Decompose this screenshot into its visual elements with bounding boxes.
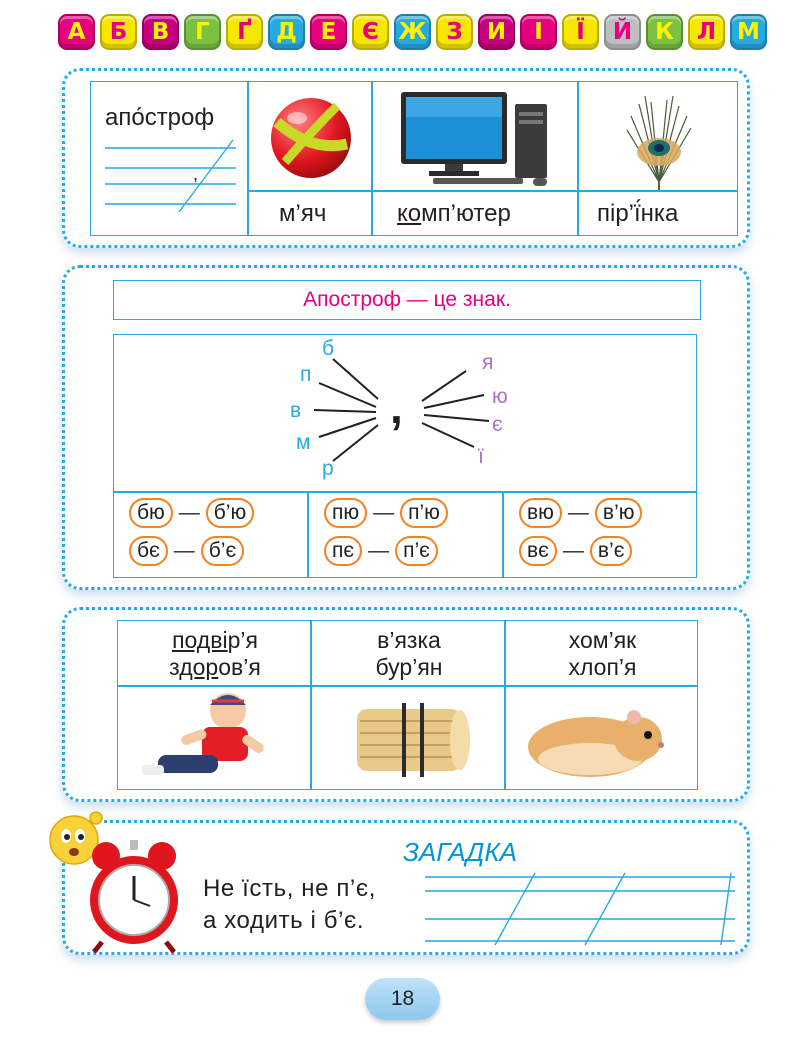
stressed-part: ко — [397, 200, 422, 227]
dash: — — [173, 539, 195, 562]
words-col-2 — [311, 620, 505, 686]
section-apostrophe-words — [62, 68, 750, 248]
bundle-image — [312, 687, 506, 791]
alphabet-letter: Ґ — [226, 14, 263, 50]
alphabet-letter: В — [142, 14, 179, 50]
riddle-title: ЗАГАДКА — [403, 837, 518, 867]
definition-box — [113, 280, 701, 320]
word-col3-2: хлоп’я — [568, 654, 637, 680]
right-letter-ye: є — [492, 413, 503, 436]
syllable-apostrophe: п’є — [395, 536, 438, 566]
syllable-apostrophe: в’ю — [595, 498, 643, 528]
left-letter-m: м — [296, 431, 311, 454]
dash: — — [562, 539, 584, 562]
syllable-plain: пє — [324, 536, 362, 566]
baby-picture-cell — [117, 686, 311, 790]
riddle-line-2: а ходить і б’є. — [203, 907, 365, 934]
left-letter-v: в — [290, 399, 302, 422]
alphabet-letter: М — [730, 14, 767, 50]
right-letter-yi: ї — [478, 445, 484, 468]
dash: — — [178, 501, 200, 524]
syllable-pair — [129, 498, 254, 528]
word-computer — [397, 200, 511, 228]
ball-picture-cell — [248, 81, 372, 191]
word-underline: дор — [179, 654, 219, 680]
definition-text: Апостроф — це знак. — [303, 288, 511, 311]
dash: — — [567, 501, 589, 524]
word-col2-1: в’язка — [377, 627, 441, 653]
syllable-plain: пю — [324, 498, 367, 528]
words-col-1 — [117, 620, 311, 686]
apostrophe-mark: , — [193, 164, 199, 184]
words-col-3 — [505, 620, 698, 686]
hamster-picture-cell — [505, 686, 698, 790]
syllable-plain: бє — [129, 536, 168, 566]
word-rest: ов’я — [218, 654, 261, 680]
left-letter-r: р — [322, 457, 334, 480]
feather-image — [579, 82, 739, 192]
center-apostrophe: , — [390, 381, 403, 433]
alphabet-letter: Л — [688, 14, 725, 50]
alphabet-letter: Є — [352, 14, 389, 50]
bundle-picture-cell — [311, 686, 505, 790]
word-computer-text — [397, 200, 511, 227]
alphabet-letter: К — [646, 14, 683, 50]
rays-diagram-cell — [113, 334, 697, 492]
alphabet-letter: З — [436, 14, 473, 50]
page-number: 18 — [365, 978, 440, 1020]
word-col1-1 — [118, 627, 312, 654]
alphabet-letter: Й — [604, 14, 641, 50]
right-letter-ya: я — [482, 351, 494, 374]
alphabet-letter: Е — [310, 14, 347, 50]
computer-image — [373, 82, 579, 192]
dash: — — [373, 501, 395, 524]
syllable-pair — [324, 498, 448, 528]
alphabet-letter: Д — [268, 14, 305, 50]
baby-image — [118, 687, 312, 791]
syllable-apostrophe: в’є — [590, 536, 633, 566]
dash: — — [368, 539, 390, 562]
ball-word-cell — [248, 191, 372, 236]
term-label: апо́строф — [105, 104, 215, 131]
section-apostrophe-sign — [62, 265, 750, 590]
alphabet-letter: І — [520, 14, 557, 50]
hamster-image — [506, 687, 699, 791]
left-letter-b: б — [322, 337, 335, 360]
word-start: з — [169, 654, 180, 680]
alphabet-letter: А — [58, 14, 95, 50]
syllable-plain: бю — [129, 498, 173, 528]
word-feather: пір’ї́нка — [597, 200, 679, 227]
alphabet-letter: Г — [184, 14, 221, 50]
right-letter-yu: ю — [492, 385, 508, 408]
syllable-apostrophe: п’ю — [400, 498, 448, 528]
alphabet-strip — [58, 14, 767, 50]
rays-diagram — [114, 335, 698, 493]
left-letter-p: п — [300, 363, 312, 386]
word-rest: мп’ютер — [421, 200, 511, 227]
word-col2-2: бур’ян — [375, 654, 443, 680]
syllable-pair — [129, 536, 244, 566]
syllable-pair — [324, 536, 438, 566]
syllable-pair — [519, 536, 632, 566]
syllable-apostrophe: б’ю — [206, 498, 254, 528]
alarm-clock-icon — [78, 838, 190, 956]
ball-image — [249, 82, 373, 192]
word-col3-1: хом’як — [568, 627, 637, 653]
computer-word-cell — [372, 191, 578, 236]
syllable-plain: вє — [519, 536, 557, 566]
word-underline: подві — [172, 627, 228, 653]
word-rest: р’я — [227, 627, 258, 653]
feather-picture-cell — [578, 81, 738, 191]
syllable-pair — [519, 498, 642, 528]
alphabet-letter: Ж — [394, 14, 431, 50]
riddle-line-1: Не їсть, не п’є, — [203, 875, 376, 902]
feather-word-cell — [578, 191, 738, 236]
syllable-plain: вю — [519, 498, 562, 528]
alphabet-letter: Ї — [562, 14, 599, 50]
alphabet-letter: И — [478, 14, 515, 50]
answer-writing-lines — [425, 867, 745, 947]
syllable-apostrophe: б’є — [201, 536, 244, 566]
word-col1-2 — [118, 654, 312, 681]
word-ball: м’яч — [279, 200, 327, 227]
writing-lines — [91, 82, 249, 237]
term-cell — [90, 81, 248, 236]
alphabet-letter: Б — [100, 14, 137, 50]
section-word-examples — [62, 607, 750, 802]
computer-picture-cell — [372, 81, 578, 191]
